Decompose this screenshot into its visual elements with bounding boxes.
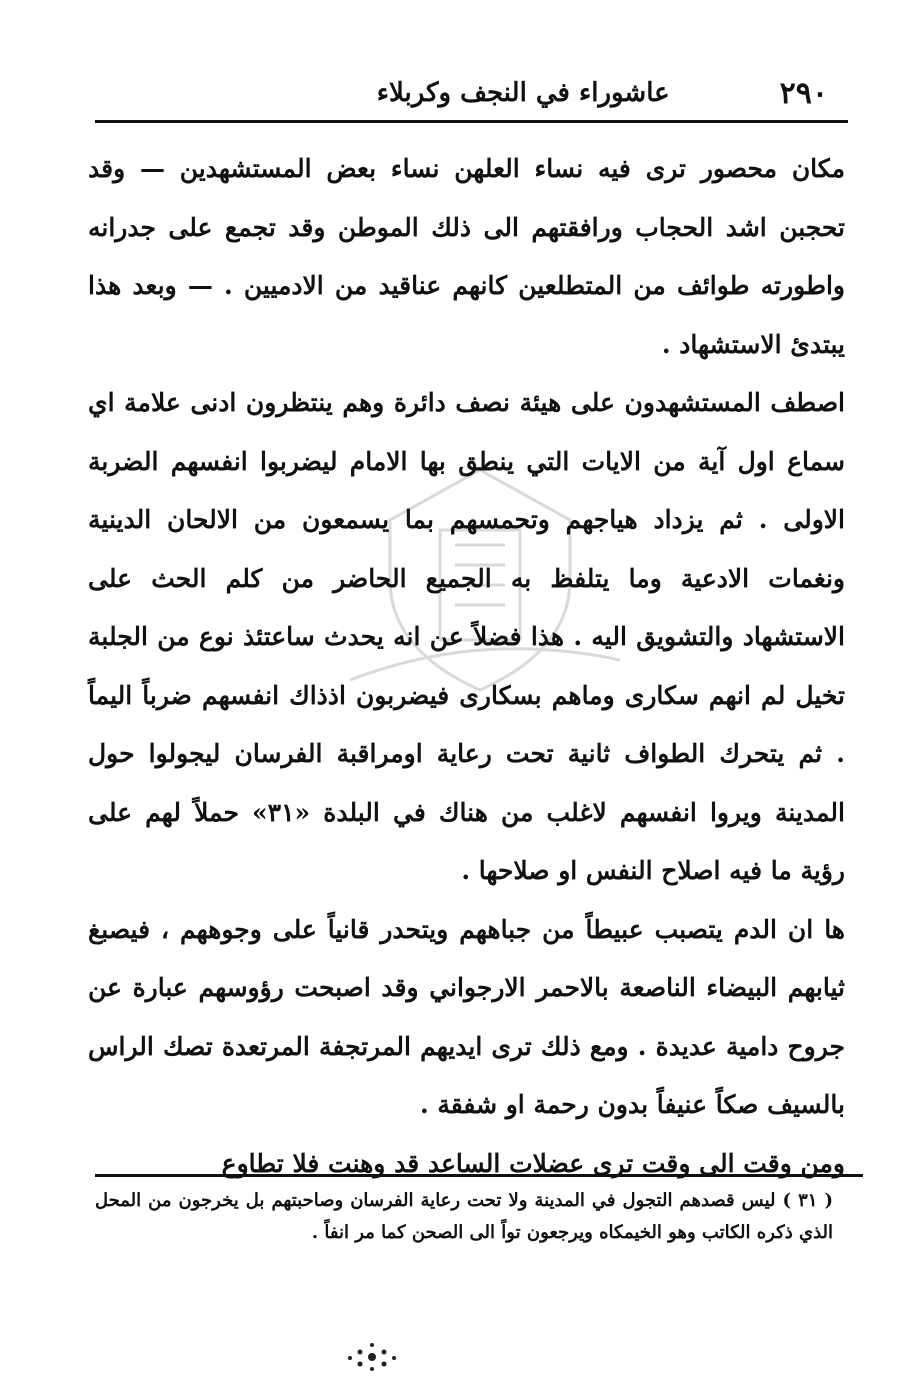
- running-title: عاشوراء في النجف وكربلاء: [376, 78, 670, 108]
- header-rule: [95, 120, 848, 123]
- body-text: [88, 140, 845, 1193]
- footnote: [95, 1185, 833, 1249]
- running-header: [95, 70, 828, 116]
- ornamental-stamp-icon: [344, 1340, 400, 1374]
- page-number: ٢٩٠: [779, 75, 828, 111]
- footnote-rule: [95, 1174, 863, 1177]
- paragraph: ومن وقت الى وقت ترى عضلات الساعد قد وهنت فلا تطاوع: [221, 1148, 845, 1178]
- paragraph: مكان محصور ترى فيه نساء العلهن نساء بعض المستشهدين — وقد تحجبن اشد الحجاب ورافقتهم الى ذلك الموطن وقد تجمع على جدرانه واطورته طوائف من المتطلعين كانهم عناقيد من الادميين . — وبعد هذا يبتدئ الاستشهاد .: [88, 154, 845, 359]
- paragraph: ها ان الدم يتصبب عبيطاً من جباههم ويتحدر قانياً على وجوههم ، فيصبغ ثيابهم البيضاء الناصعة بالاحمر الارجواني وقد اصبحت رؤوسهم عبارة عن جروح دامية عديدة . ومع ذلك ترى ايديهم المرتجفة المرتعدة تصك الراس بالسيف صكاً عنيفاً بدون رحمة او شفقة .: [88, 914, 845, 1119]
- footnote-text: ( ٣١ ) ليس قصدهم التجول في المدينة ولا تحت رعاية الفرسان وصاحبتهم بل يخرجون من المحل الذي ذكره الكاتب وهو الخيمكاه ويرجعون تواً الى الصحن كما مر انفاً .: [95, 1190, 833, 1243]
- paragraph: اصطف المستشهدون على هيئة نصف دائرة وهم ينتظرون ادنى علامة اي سماع اول آية من الايات التي ينطق بها الامام ليضربوا انفسهم الضربة الاولى . ثم يزداد هياجهم وتحمسهم بما يسمعون من الالحان الدينية ونغمات الادعية وما يتلفظ به الجميع الحاضر من كلم الحث على الاستشهاد والتشويق اليه . هذا فضلاً عن انه يحدث ساعتئذ نوع من الجلبة تخيل لم انهم سكارى وماهم بسكارى فيضربون اذذاك انفسهم ضرباً اليماً . ثم يتحرك الطواف ثانية تحت رعاية اومراقبة الفرسان ليجولوا حول المدينة ويروا انفسهم لاغلب من هناك في البلدة «٣١» حملاً لهم على رؤية ما فيه اصلاح النفس او صلاحها .: [88, 388, 846, 885]
